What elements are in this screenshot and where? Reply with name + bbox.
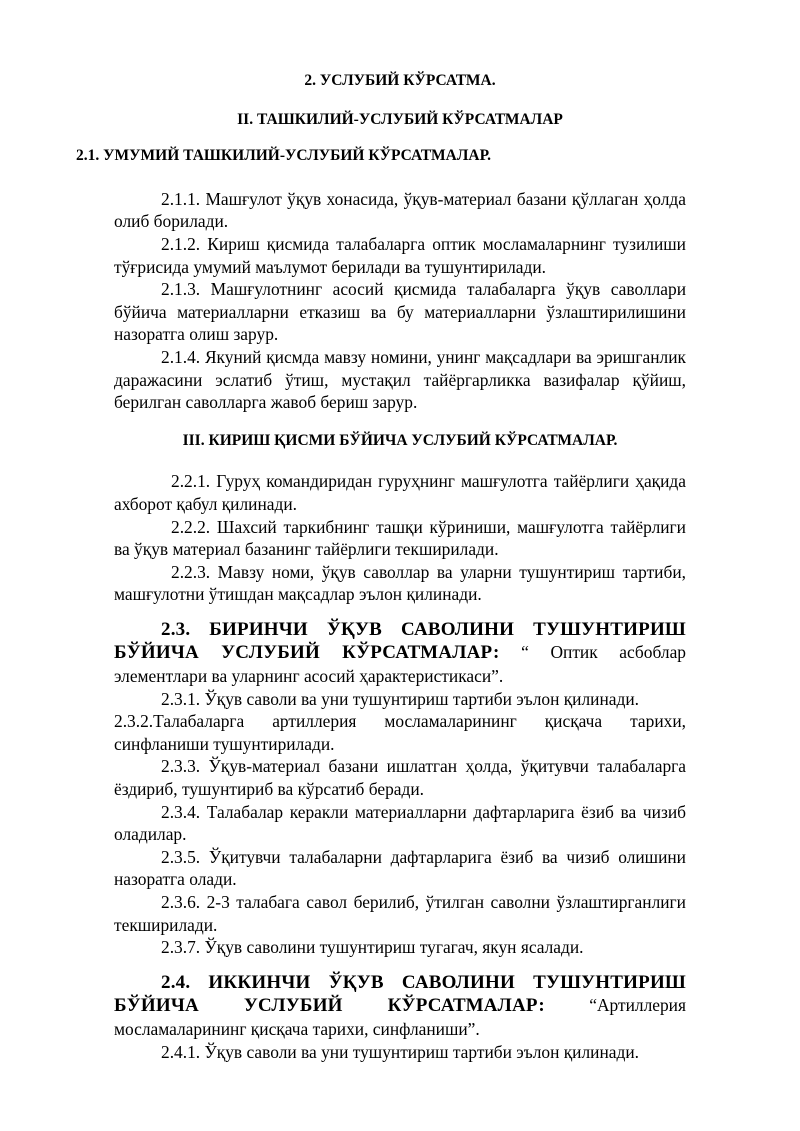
item-2-1-1: 2.1.1. Машғулот ўқув хонасида, ўқув-материал базани қўллаган ҳолда олиб борилади. <box>114 188 686 232</box>
heading-2-4-bold: 2.4. ИККИНЧИ ЎҚУВ САВОЛИНИ ТУШУНТИРИШ БЎЙИЧА УСЛУБИЙ КЎРСАТМАЛАР: <box>114 971 686 1017</box>
heading-2-4 <box>114 971 686 1041</box>
item-2-1-2: 2.1.2. Кириш қисмида талабаларга оптик мосламаларнинг тузилиши тўғрисида умумий маълумот берилади ва тушунтирилади. <box>114 233 686 277</box>
item-2-3-7: 2.3.7. Ўқув саволини тушунтириш тугагач, якун ясалади. <box>161 937 584 958</box>
item-2-4-1: 2.4.1. Ўқув саволи ва уни тушунтириш тартиби эълон қилинади. <box>161 1041 640 1062</box>
heading-2-3-topic: “ Оптик асбоблар элементлари ва уларнинг асосий ҳарактеристикаси”. <box>114 642 686 687</box>
section-2-1-items <box>114 188 686 414</box>
item-2-2-3: 2.2.3. Мавзу номи, ўқув саволлар ва уларни тушунтириш тартиби, машғулотни ўтишдан мақсадлар эълон қилинади. <box>114 561 686 605</box>
item-2-1-4: 2.1.4. Якуний қисмда мавзу номини, унинг мақсадлари ва эришганлик даражасини эслатиб ўтиш, мустақил тайёргарликка вазифалар қўйиш, берилган саволларга жавоб бериш зарур. <box>114 346 686 413</box>
heading-2-1 <box>76 145 686 168</box>
section-2-3-items <box>114 688 686 959</box>
heading-2-3-bold: 2.3. БИРИНЧИ ЎҚУВ САВОЛИНИ ТУШУНТИРИШ БЎЙИЧА УСЛУБИЙ КЎРСАТМАЛАР: <box>114 618 686 664</box>
heading-2-4-topic: “Артиллерия мосламаларининг қисқача тарихи, синфланиши”. <box>114 995 686 1039</box>
item-2-2-1: 2.2.1. Гуруҳ командиридан гуруҳнинг машғулотга тайёрлиги ҳақида ахборот қабул қилинади. <box>114 471 686 514</box>
item-2-3-5: 2.3.5. Ўқитувчи талабаларни дафтарларига ёзиб ва чизиб олишини назоратга олади. <box>114 846 686 890</box>
heading-section-3: III. КИРИШ ҚИСМИ БЎЙИЧА УСЛУБИЙ КЎРСАТМАЛАР. <box>182 431 618 449</box>
heading-2-1-text: 2.1. УМУМИЙ ТАШКИЛИЙ-УСЛУБИЙ КЎРСАТМАЛАР. <box>76 147 491 165</box>
heading-2-3 <box>114 618 686 688</box>
item-2-3-3: 2.3.3. Ўқув-материал базани ишлатган ҳолда, ўқитувчи талабаларга ёздириб, тушунтириб ва кўрсатиб беради. <box>114 756 686 800</box>
item-2-2-2: 2.2.2. Шахсий таркибнинг ташқи кўриниши, машғулотга тайёрлиги ва ўқув материал базанинг тайёрлиги текширилади. <box>114 516 686 560</box>
item-2-3-1: 2.3.1. Ўқув саволи ва уни тушунтириш тартиби эълон қилинади. <box>161 688 640 709</box>
heading-main: 2. УСЛУБИЙ КЎРСАТМА. <box>304 72 496 89</box>
item-2-1-3: 2.1.3. Машғулотнинг асосий қисмида талабаларга ўқув саволлари бўйича материалларни етказиш ва бу материалларни ўзлаштирилишини назоратга олиш зарур. <box>114 279 686 345</box>
item-2-3-2: 2.3.2.Талабаларга артиллерия мосламаларининг қисқача тарихи, синфланиши тушунтирилади. <box>114 711 686 754</box>
item-2-3-4: 2.3.4. Талабалар керакли материалларни дафтарларига ёзиб ва чизиб оладилар. <box>114 801 686 845</box>
section-2-2-items <box>114 470 686 606</box>
heading-section-2: II. ТАШКИЛИЙ-УСЛУБИЙ КЎРСАТМАЛАР <box>237 110 563 128</box>
item-2-3-6: 2.3.6. 2-3 талабага савол берилиб, ўтилган саволни ўзлаштирганлиги текширилади. <box>114 892 686 935</box>
